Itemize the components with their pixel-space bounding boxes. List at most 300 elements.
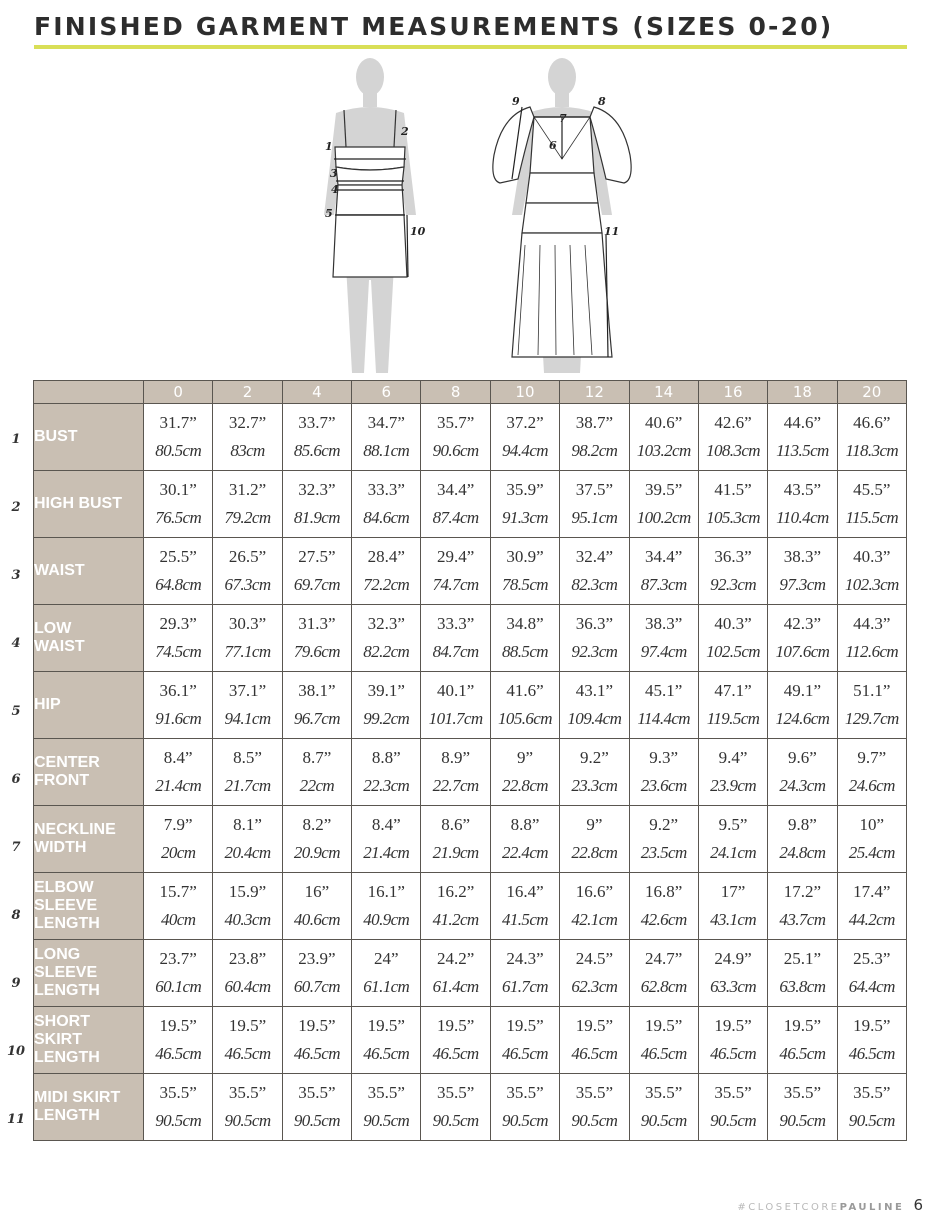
- cm-value: 95.1cm: [571, 508, 618, 527]
- measurement-cell: [629, 672, 698, 739]
- cm-value: 103.2cm: [636, 441, 691, 460]
- measurement-cell: [421, 471, 490, 538]
- cm-value: 92.3cm: [710, 575, 757, 594]
- measurement-cell: [144, 1007, 213, 1074]
- cm-value: 90.5cm: [363, 1111, 410, 1130]
- inches-value: 32.3”: [367, 614, 405, 633]
- measurement-cell: [282, 806, 351, 873]
- cm-value: 69.7cm: [293, 575, 340, 594]
- cm-value: 90.5cm: [779, 1111, 826, 1130]
- inches-value: 19.5”: [645, 1016, 683, 1035]
- inches-value: 17”: [720, 882, 746, 901]
- inches-value: 40.3”: [714, 614, 752, 633]
- inches-value: 38.3”: [783, 547, 822, 566]
- measurement-cell: [768, 404, 837, 471]
- measurement-label-line: HIP: [34, 696, 61, 713]
- inches-value: 47.1”: [714, 681, 752, 700]
- measurement-label-line: SLEEVE: [34, 897, 98, 914]
- measurement-cell: [282, 1074, 351, 1141]
- measurement-cell: [768, 538, 837, 605]
- measurement-cell: [352, 471, 421, 538]
- inches-value: 31.3”: [298, 614, 336, 633]
- inches-value: 19.5”: [575, 1016, 613, 1035]
- measurement-label: [34, 1007, 144, 1074]
- measurement-cell: [421, 1074, 490, 1141]
- diagram-label-5: 5: [325, 207, 333, 220]
- cm-value: 97.3cm: [779, 575, 826, 594]
- cm-value: 94.4cm: [501, 441, 548, 460]
- cm-value: 60.7cm: [293, 977, 340, 996]
- inches-value: 8.5”: [233, 748, 262, 767]
- measurements-table: [33, 380, 907, 1141]
- inches-value: 49.1”: [783, 681, 822, 700]
- cm-value: 72.2cm: [363, 575, 410, 594]
- cm-value: 90.5cm: [432, 1111, 479, 1130]
- inches-value: 38.3”: [645, 614, 683, 633]
- measurement-cell: [352, 806, 421, 873]
- measurement-cell: [768, 471, 837, 538]
- inches-value: 8.4”: [371, 815, 401, 834]
- cm-value: 25.4cm: [848, 843, 895, 862]
- inches-value: 42.6”: [714, 413, 752, 432]
- cm-value: 63.8cm: [779, 977, 826, 996]
- cm-value: 41.2cm: [432, 910, 479, 929]
- cm-value: 110.4cm: [776, 508, 829, 527]
- footer: [737, 1195, 923, 1214]
- diagram-label-10: 10: [410, 225, 426, 238]
- measurement-cell: [282, 739, 351, 806]
- measurement-label-line: ELBOW: [34, 879, 94, 896]
- measurement-cell: [560, 672, 629, 739]
- cm-value: 79.6cm: [293, 642, 340, 661]
- measurement-cell: [698, 806, 767, 873]
- measurement-cell: [837, 1074, 906, 1141]
- inches-value: 8.1”: [233, 815, 262, 834]
- measurement-cell: [213, 940, 282, 1007]
- measurement-cell: [560, 1007, 629, 1074]
- measurement-label-line: LENGTH: [34, 915, 100, 932]
- inches-value: 28.4”: [367, 547, 405, 566]
- inches-value: 29.4”: [436, 547, 475, 566]
- cm-value: 90.5cm: [640, 1111, 687, 1130]
- inches-value: 51.1”: [853, 681, 891, 700]
- measurement-cell: [421, 873, 490, 940]
- measurement-cell: [629, 605, 698, 672]
- cm-value: 42.1cm: [571, 910, 618, 929]
- title-underline: [34, 45, 907, 49]
- cm-value: 112.6cm: [845, 642, 899, 661]
- measurement-label-line: SLEEVE: [34, 964, 98, 981]
- cm-value: 46.5cm: [224, 1044, 271, 1063]
- measurement-cell: [629, 940, 698, 1007]
- inches-value: 25.5”: [159, 547, 197, 566]
- inches-value: 24.3”: [506, 949, 544, 968]
- measurement-cell: [282, 672, 351, 739]
- measurement-cell: [837, 404, 906, 471]
- cm-value: 40.3cm: [224, 910, 271, 929]
- cm-value: 80.5cm: [155, 441, 202, 460]
- cm-value: 81.9cm: [293, 508, 340, 527]
- size-header: 0: [144, 381, 213, 404]
- measurement-cell: [421, 739, 490, 806]
- measurement-cell: [837, 940, 906, 1007]
- row-number: 7: [11, 840, 21, 855]
- measurement-cell: [837, 806, 906, 873]
- inches-value: 26.5”: [228, 547, 267, 566]
- measurement-label-line: LOW: [34, 620, 72, 637]
- diagram-label-1: 1: [325, 140, 333, 153]
- diagram-label-4: 4: [331, 183, 339, 196]
- inches-value: 23.7”: [159, 949, 197, 968]
- measurement-cell: [282, 471, 351, 538]
- measurement-cell: [282, 940, 351, 1007]
- inches-value: 37.5”: [575, 480, 613, 499]
- measurement-row: [34, 1074, 907, 1141]
- measurement-cell: [837, 739, 906, 806]
- cm-value: 21.9cm: [432, 843, 479, 862]
- cm-value: 90.5cm: [501, 1111, 548, 1130]
- cm-value: 46.5cm: [501, 1044, 548, 1063]
- cm-value: 20.4cm: [224, 843, 271, 862]
- measurement-cell: [698, 404, 767, 471]
- inches-value: 9”: [586, 815, 603, 834]
- measurement-cell: [629, 1074, 698, 1141]
- garment-diagram: [290, 55, 650, 377]
- cm-value: 61.1cm: [363, 977, 410, 996]
- cm-value: 118.3cm: [845, 441, 899, 460]
- measurement-cell: [144, 806, 213, 873]
- inches-value: 19.5”: [228, 1016, 267, 1035]
- inches-value: 46.6”: [853, 413, 891, 432]
- cm-value: 41.5cm: [501, 910, 548, 929]
- measurement-label: [34, 940, 144, 1007]
- measurement-label-line: LONG: [34, 946, 81, 963]
- cm-value: 24.6cm: [848, 776, 895, 795]
- diagram-label-6: 6: [549, 139, 557, 152]
- cm-value: 40cm: [160, 910, 196, 929]
- inches-value: 9.8”: [788, 815, 817, 834]
- inches-value: 35.5”: [159, 1083, 197, 1102]
- cm-value: 46.5cm: [363, 1044, 410, 1063]
- cm-value: 46.5cm: [432, 1044, 479, 1063]
- inches-value: 35.5”: [853, 1083, 891, 1102]
- cm-value: 22.7cm: [432, 776, 479, 795]
- measurement-cell: [768, 873, 837, 940]
- cm-value: 60.4cm: [224, 977, 271, 996]
- measurement-cell: [490, 1074, 559, 1141]
- cm-value: 82.2cm: [363, 642, 410, 661]
- measurement-cell: [421, 672, 490, 739]
- inches-value: 40.1”: [436, 681, 475, 700]
- measurement-cell: [352, 1074, 421, 1141]
- inches-value: 35.5”: [298, 1083, 336, 1102]
- measurement-cell: [421, 1007, 490, 1074]
- cm-value: 21.7cm: [224, 776, 271, 795]
- inches-value: 43.5”: [783, 480, 822, 499]
- measurement-cell: [560, 605, 629, 672]
- measurement-cell: [698, 739, 767, 806]
- measurement-cell: [352, 605, 421, 672]
- cm-value: 43.7cm: [779, 910, 826, 929]
- inches-value: 37.1”: [228, 681, 267, 700]
- measurement-cell: [144, 739, 213, 806]
- cm-value: 67.3cm: [224, 575, 271, 594]
- measurement-row: [34, 672, 907, 739]
- inches-value: 24.2”: [436, 949, 475, 968]
- cm-value: 22.8cm: [571, 843, 618, 862]
- header-corner: [34, 381, 144, 404]
- size-header: 6: [352, 381, 421, 404]
- measurement-cell: [421, 806, 490, 873]
- inches-value: 8.8”: [371, 748, 401, 767]
- diagram-label-11: 11: [604, 225, 620, 238]
- inches-value: 30.9”: [506, 547, 544, 566]
- measurement-cell: [144, 538, 213, 605]
- inches-value: 35.5”: [575, 1083, 613, 1102]
- inches-value: 35.5”: [645, 1083, 683, 1102]
- size-header: 12: [560, 381, 629, 404]
- measurement-cell: [698, 873, 767, 940]
- row-number: 4: [11, 636, 21, 651]
- measurement-label: [34, 471, 144, 538]
- cm-value: 22.4cm: [501, 843, 548, 862]
- cm-value: 24.1cm: [710, 843, 757, 862]
- cm-value: 61.4cm: [432, 977, 479, 996]
- cm-value: 92.3cm: [571, 642, 618, 661]
- measurement-cell: [144, 873, 213, 940]
- cm-value: 83cm: [230, 441, 265, 460]
- cm-value: 90.5cm: [710, 1111, 757, 1130]
- measurement-cell: [144, 672, 213, 739]
- inches-value: 35.9”: [506, 480, 544, 499]
- inches-value: 16.2”: [436, 882, 475, 901]
- size-header: 8: [421, 381, 490, 404]
- inches-value: 19.5”: [853, 1016, 891, 1035]
- inches-value: 19.5”: [298, 1016, 336, 1035]
- cm-value: 119.5cm: [706, 709, 760, 728]
- inches-value: 33.7”: [298, 413, 336, 432]
- measurement-cell: [560, 1074, 629, 1141]
- measurement-row: [34, 739, 907, 806]
- cm-value: 113.5cm: [776, 441, 829, 460]
- measurement-cell: [837, 471, 906, 538]
- inches-value: 9.7”: [857, 748, 887, 767]
- inches-value: 41.5”: [714, 480, 752, 499]
- cm-value: 46.5cm: [779, 1044, 826, 1063]
- inches-value: 35.7”: [436, 413, 475, 432]
- measurement-cell: [490, 940, 559, 1007]
- inches-value: 24.9”: [714, 949, 752, 968]
- cm-value: 46.5cm: [571, 1044, 618, 1063]
- measurement-cell: [352, 404, 421, 471]
- measurement-cell: [768, 1007, 837, 1074]
- diagram-label-3: 3: [330, 167, 338, 180]
- cm-value: 90.5cm: [293, 1111, 340, 1130]
- inches-value: 32.4”: [575, 547, 613, 566]
- inches-value: 19.5”: [436, 1016, 475, 1035]
- cm-value: 23.5cm: [640, 843, 687, 862]
- cm-value: 44.2cm: [848, 910, 895, 929]
- size-header: 16: [698, 381, 767, 404]
- inches-value: 8.2”: [302, 815, 332, 834]
- measurement-label-line: SKIRT: [34, 1031, 82, 1048]
- cm-value: 90.5cm: [224, 1111, 271, 1130]
- measurement-cell: [352, 940, 421, 1007]
- cm-value: 22.3cm: [363, 776, 410, 795]
- measurement-row: [34, 471, 907, 538]
- measurement-cell: [629, 538, 698, 605]
- measurement-cell: [352, 538, 421, 605]
- cm-value: 46.5cm: [293, 1044, 340, 1063]
- cm-value: 99.2cm: [363, 709, 410, 728]
- inches-value: 10”: [859, 815, 885, 834]
- cm-value: 87.3cm: [640, 575, 687, 594]
- inches-value: 34.7”: [367, 413, 405, 432]
- measurement-cell: [560, 940, 629, 1007]
- cm-value: 87.4cm: [432, 508, 479, 527]
- cm-value: 129.7cm: [844, 709, 899, 728]
- cm-value: 62.3cm: [571, 977, 618, 996]
- measurement-cell: [490, 873, 559, 940]
- inches-value: 9.2”: [649, 815, 679, 834]
- measurement-cell: [144, 605, 213, 672]
- measurement-cell: [213, 873, 282, 940]
- cm-value: 107.6cm: [775, 642, 830, 661]
- inches-value: 16”: [304, 882, 330, 901]
- measurement-cell: [421, 538, 490, 605]
- cm-value: 22.8cm: [501, 776, 548, 795]
- inches-value: 15.9”: [228, 882, 267, 901]
- inches-value: 8.4”: [163, 748, 193, 767]
- measurement-cell: [490, 739, 559, 806]
- cm-value: 88.1cm: [363, 441, 410, 460]
- inches-value: 16.4”: [506, 882, 544, 901]
- cm-value: 90.5cm: [155, 1111, 202, 1130]
- page-number: 6: [913, 1196, 923, 1214]
- inches-value: 9”: [516, 748, 533, 767]
- inches-value: 17.4”: [853, 882, 891, 901]
- cm-value: 74.7cm: [432, 575, 479, 594]
- inches-value: 33.3”: [367, 480, 405, 499]
- cm-value: 23.9cm: [710, 776, 757, 795]
- measurement-cell: [144, 940, 213, 1007]
- measurement-cell: [560, 538, 629, 605]
- cm-value: 23.6cm: [640, 776, 687, 795]
- measurement-label: [34, 806, 144, 873]
- cm-value: 91.6cm: [155, 709, 202, 728]
- measurement-cell: [698, 471, 767, 538]
- measurement-cell: [560, 873, 629, 940]
- row-number: 5: [11, 704, 21, 719]
- measurement-cell: [421, 940, 490, 1007]
- cm-value: 109.4cm: [567, 709, 622, 728]
- cm-value: 24.8cm: [779, 843, 826, 862]
- cm-value: 46.5cm: [155, 1044, 202, 1063]
- cm-value: 46.5cm: [848, 1044, 895, 1063]
- inches-value: 23.9”: [298, 949, 336, 968]
- size-header: 4: [282, 381, 351, 404]
- cm-value: 97.4cm: [640, 642, 687, 661]
- measurement-cell: [629, 806, 698, 873]
- measurement-cell: [768, 806, 837, 873]
- inches-value: 8.7”: [302, 748, 332, 767]
- inches-value: 15.7”: [159, 882, 197, 901]
- inches-value: 19.5”: [783, 1016, 822, 1035]
- measurement-cell: [352, 873, 421, 940]
- measurement-cell: [490, 1007, 559, 1074]
- cm-value: 42.6cm: [640, 910, 687, 929]
- measurement-cell: [144, 471, 213, 538]
- measurement-cell: [837, 538, 906, 605]
- inches-value: 24”: [373, 949, 399, 968]
- measurement-cell: [490, 404, 559, 471]
- measurement-row: [34, 1007, 907, 1074]
- measurement-cell: [490, 471, 559, 538]
- inches-value: 9.4”: [718, 748, 748, 767]
- inches-value: 45.1”: [645, 681, 683, 700]
- cm-value: 105.3cm: [706, 508, 760, 527]
- measurement-cell: [629, 1007, 698, 1074]
- measurement-cell: [490, 538, 559, 605]
- measurement-label: [34, 538, 144, 605]
- cm-value: 98.2cm: [571, 441, 618, 460]
- measurement-label-line: LENGTH: [34, 1107, 100, 1124]
- measurement-cell: [768, 605, 837, 672]
- inches-value: 35.5”: [714, 1083, 752, 1102]
- inches-value: 19.5”: [714, 1016, 752, 1035]
- measurement-label-line: BUST: [34, 428, 78, 445]
- inches-value: 40.3”: [853, 547, 891, 566]
- inches-value: 38.1”: [298, 681, 336, 700]
- measurement-cell: [144, 1074, 213, 1141]
- diagram-label-8: 8: [598, 95, 606, 108]
- row-number: 3: [11, 568, 21, 583]
- cm-value: 22cm: [299, 776, 335, 795]
- inches-value: 29.3”: [159, 614, 197, 633]
- measurement-cell: [629, 471, 698, 538]
- measurement-label: [34, 672, 144, 739]
- measurement-label-line: HIGH BUST: [34, 495, 122, 512]
- size-header: 10: [490, 381, 559, 404]
- inches-value: 36.1”: [159, 681, 197, 700]
- cm-value: 90.6cm: [432, 441, 479, 460]
- measurement-cell: [629, 404, 698, 471]
- page-title: FINISHED GARMENT MEASUREMENTS (SIZES 0-20): [34, 12, 834, 41]
- inches-value: 35.5”: [367, 1083, 405, 1102]
- cm-value: 74.5cm: [155, 642, 202, 661]
- measurement-cell: [213, 404, 282, 471]
- measurement-cell: [213, 806, 282, 873]
- cm-value: 90.5cm: [571, 1111, 618, 1130]
- cm-value: 82.3cm: [571, 575, 618, 594]
- cm-value: 76.5cm: [155, 508, 202, 527]
- inches-value: 34.4”: [645, 547, 683, 566]
- inches-value: 37.2”: [506, 413, 544, 432]
- inches-value: 31.7”: [159, 413, 197, 432]
- diagram-label-7: 7: [559, 112, 567, 125]
- diagram-label-2: 2: [401, 125, 409, 138]
- cm-value: 20cm: [160, 843, 196, 862]
- cm-value: 84.6cm: [363, 508, 410, 527]
- measurement-cell: [490, 605, 559, 672]
- measurement-cell: [837, 1007, 906, 1074]
- measurement-cell: [213, 672, 282, 739]
- cm-value: 105.6cm: [498, 709, 552, 728]
- inches-value: 16.8”: [645, 882, 683, 901]
- inches-value: 44.3”: [853, 614, 891, 633]
- cm-value: 78.5cm: [501, 575, 548, 594]
- cm-value: 23.3cm: [571, 776, 618, 795]
